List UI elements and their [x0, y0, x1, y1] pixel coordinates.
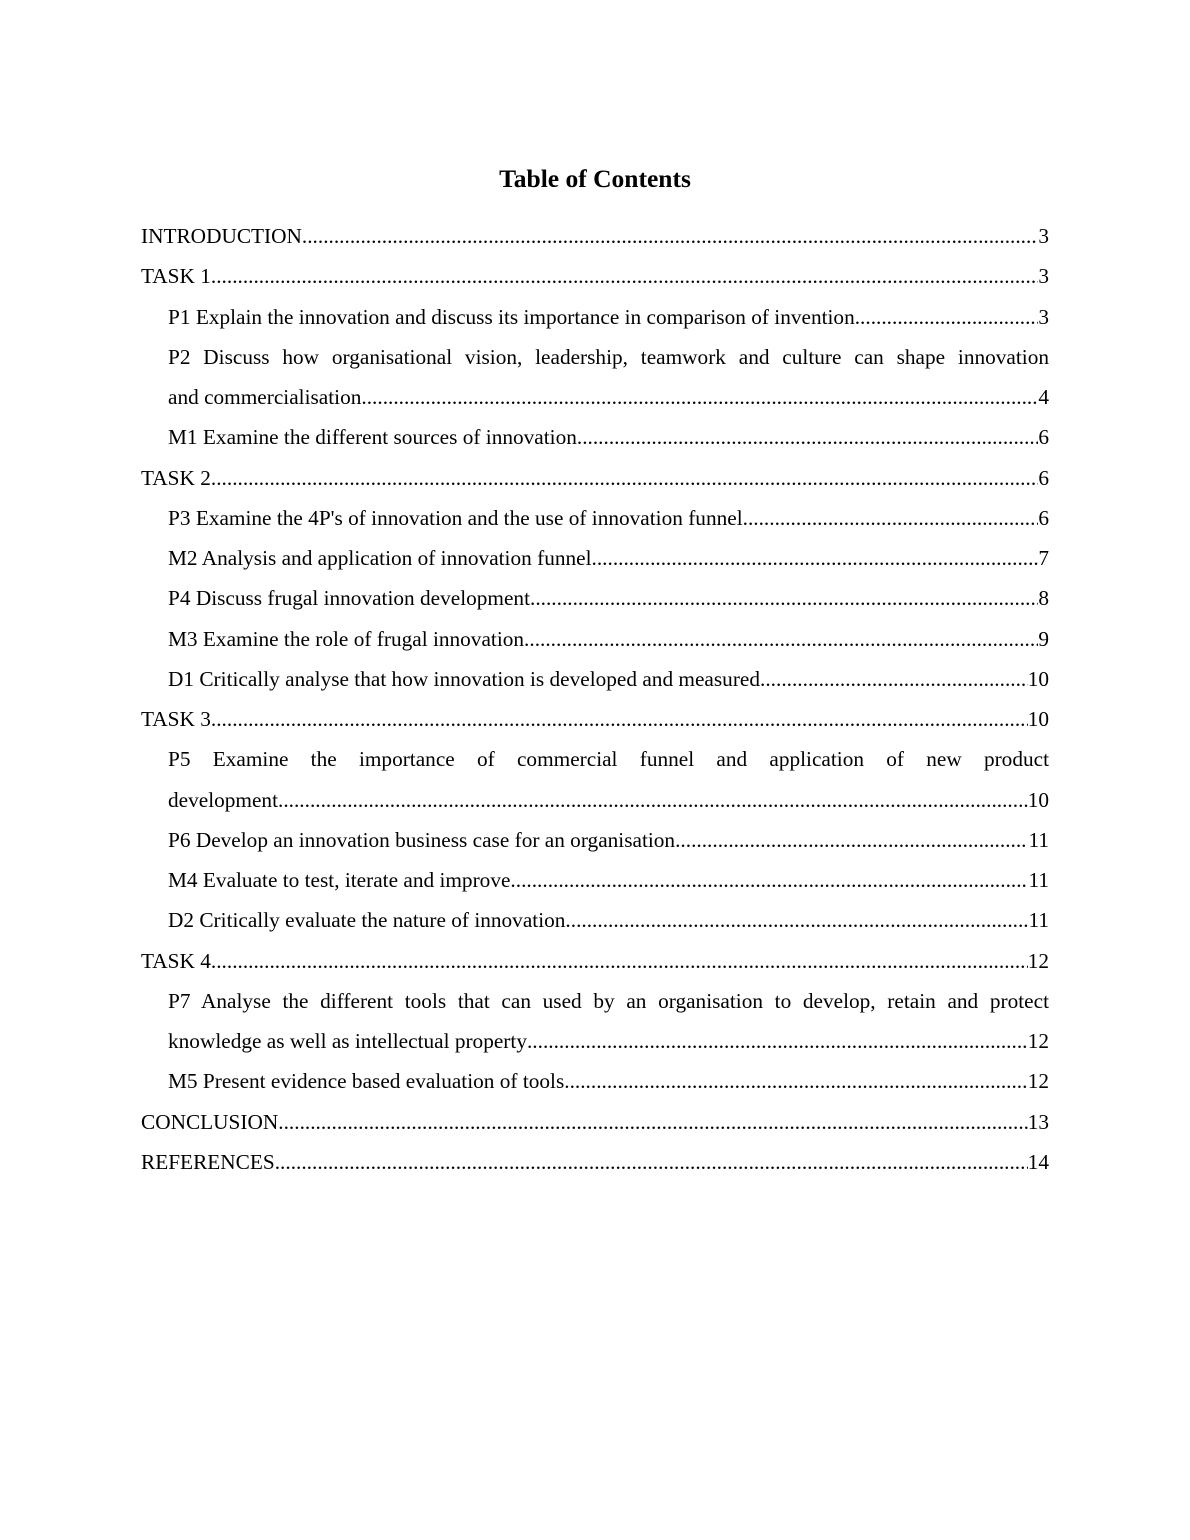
toc-entry-title: TASK 3 [141, 707, 211, 731]
toc-entry[interactable] [141, 256, 1049, 296]
toc-entry-line [141, 458, 1049, 498]
toc-entry[interactable] [141, 417, 1049, 457]
toc-entry-line [141, 1102, 1049, 1142]
toc-entry-line [168, 498, 1049, 538]
toc-entry-title: M3 Examine the role of frugal innovation [168, 626, 525, 651]
toc-entry-line [141, 699, 1049, 739]
toc-entry[interactable] [141, 498, 1049, 538]
toc-entry-line [168, 377, 1049, 417]
toc-entry[interactable] [141, 699, 1049, 739]
toc-entry[interactable] [141, 900, 1049, 940]
toc-entry[interactable] [141, 1061, 1049, 1101]
toc-entry[interactable] [141, 1142, 1049, 1182]
toc-page-number: 6 [1038, 505, 1049, 530]
toc-entry-wrapped-line: P5 Examine the importance of commercial funnel and application of new product [168, 747, 1049, 772]
toc-entry-title: P6 Develop an innovation business case for an organisation [168, 827, 676, 852]
toc-dot-leader [278, 1102, 1027, 1142]
toc-entry-title: TASK 1 [141, 264, 211, 289]
toc-entry[interactable] [141, 216, 1049, 256]
toc-page-number: 10 [1027, 666, 1049, 691]
toc-entry-title: and commercialisation [168, 385, 362, 409]
toc-entry-title: M4 Evaluate to test, iterate and improve [168, 868, 511, 892]
toc-page-number: 11 [1028, 908, 1049, 933]
toc-page-number: 12 [1027, 948, 1049, 973]
toc-entry-title: P1 Explain the innovation and discuss its importance in comparison of invention. [168, 304, 861, 329]
toc-dot-leader [860, 297, 1038, 337]
toc-dot-leader [760, 659, 1028, 699]
toc-entry[interactable] [141, 337, 1049, 418]
toc-entry[interactable] [141, 860, 1049, 900]
toc-entry[interactable] [141, 739, 1049, 820]
toc-title: Table of Contents [499, 164, 691, 193]
toc-entry-line [141, 216, 1049, 256]
toc-entry-title: D1 Critically analyse that how innovation is developed and measured [168, 666, 761, 691]
toc-entry-line [168, 900, 1049, 940]
toc-dot-leader [524, 619, 1038, 659]
toc-entry-title: TASK 4 [141, 948, 211, 973]
toc-page-number: 6 [1038, 425, 1049, 450]
toc-entry[interactable] [141, 458, 1049, 498]
toc-entry-wrapped-line: P2 Discuss how organisational vision, leadership, teamwork and culture can shape innovation [168, 344, 1049, 369]
toc-page-number: 4 [1038, 385, 1049, 409]
toc-entry-title: M5 Present evidence based evaluation of tools [168, 1069, 565, 1094]
toc-page-number: 11 [1028, 868, 1049, 892]
toc-page-number: 10 [1027, 787, 1049, 812]
toc-entry-title: TASK 2 [141, 465, 211, 490]
toc-page-number: 10 [1027, 707, 1049, 731]
toc-entry-wrapped-line: P7 Analyse the different tools that can used by an organisation to develop, retain and protect [168, 988, 1049, 1013]
toc-page-number: 8 [1038, 586, 1049, 611]
toc-dot-leader [530, 578, 1038, 618]
toc-entry-title: P3 Examine the 4P's of innovation and the use of innovation funnel [168, 505, 743, 530]
toc-entry[interactable] [141, 578, 1049, 618]
toc-entry-line [168, 619, 1049, 659]
toc-entry-title: INTRODUCTION [141, 224, 302, 248]
toc-dot-leader [565, 900, 1028, 940]
toc-dot-leader [211, 458, 1038, 498]
toc-page-number: 3 [1038, 304, 1049, 329]
toc-dot-leader [211, 699, 1028, 739]
toc-entry[interactable] [141, 1102, 1049, 1142]
toc-dot-leader [510, 860, 1028, 900]
toc-page-number: 6 [1038, 465, 1049, 490]
toc-entry-title: CONCLUSION [141, 1109, 279, 1134]
toc-dot-leader [743, 498, 1039, 538]
toc-entry-title: knowledge as well as intellectual property [168, 1029, 527, 1053]
toc-entry-line [141, 1142, 1049, 1182]
toc-entry-title: D2 Critically evaluate the nature of innovation [168, 908, 566, 933]
toc-entry[interactable] [141, 659, 1049, 699]
toc-dot-leader [361, 377, 1038, 417]
toc-page-number: 11 [1028, 827, 1049, 852]
toc-entry-line [168, 578, 1049, 618]
toc-page-number: 9 [1038, 626, 1049, 651]
toc-entry-line [168, 659, 1049, 699]
toc-dot-leader [211, 256, 1038, 296]
toc-entry[interactable] [141, 538, 1049, 578]
toc-page-number: 12 [1027, 1069, 1049, 1094]
toc-entry[interactable] [141, 297, 1049, 337]
toc-dot-leader [577, 417, 1038, 457]
toc-dot-leader [592, 538, 1039, 578]
toc-dot-leader [564, 1061, 1027, 1101]
toc-dot-leader [211, 941, 1028, 981]
toc-entry-line [141, 256, 1049, 296]
toc-page-number: 14 [1027, 1149, 1049, 1174]
toc-entry[interactable] [141, 941, 1049, 981]
toc-entry-title: M2 Analysis and application of innovation funnel [168, 546, 592, 570]
toc-dot-leader [278, 780, 1028, 820]
toc-dot-leader [275, 1142, 1028, 1182]
toc-entry[interactable] [141, 820, 1049, 860]
toc-dot-leader [527, 1021, 1028, 1061]
toc-entry-title: REFERENCES [141, 1149, 275, 1174]
toc-page-number: 13 [1027, 1109, 1049, 1134]
toc-page-number: 3 [1038, 224, 1049, 248]
toc-entry-line [168, 780, 1049, 820]
toc-dot-leader [675, 820, 1028, 860]
toc-entry-line [168, 297, 1049, 337]
toc-dot-leader [302, 216, 1038, 256]
toc-entry-line [168, 1061, 1049, 1101]
toc-entry-line [168, 860, 1049, 900]
toc-entry-line [141, 941, 1049, 981]
toc-entry-title: development [168, 787, 278, 812]
toc-entry-line [168, 417, 1049, 457]
toc-page-number: 3 [1038, 264, 1049, 289]
toc-list [141, 216, 1049, 1182]
toc-entry[interactable] [141, 619, 1049, 659]
toc-page-number: 7 [1038, 546, 1049, 570]
toc-entry-line [168, 820, 1049, 860]
toc-entry-line [168, 1021, 1049, 1061]
toc-page-number: 12 [1027, 1029, 1049, 1053]
toc-entry[interactable] [141, 981, 1049, 1062]
toc-entry-title: P4 Discuss frugal innovation development [168, 586, 530, 611]
toc-entry-title: M1 Examine the different sources of innovation [168, 425, 577, 450]
toc-entry-line [168, 538, 1049, 578]
